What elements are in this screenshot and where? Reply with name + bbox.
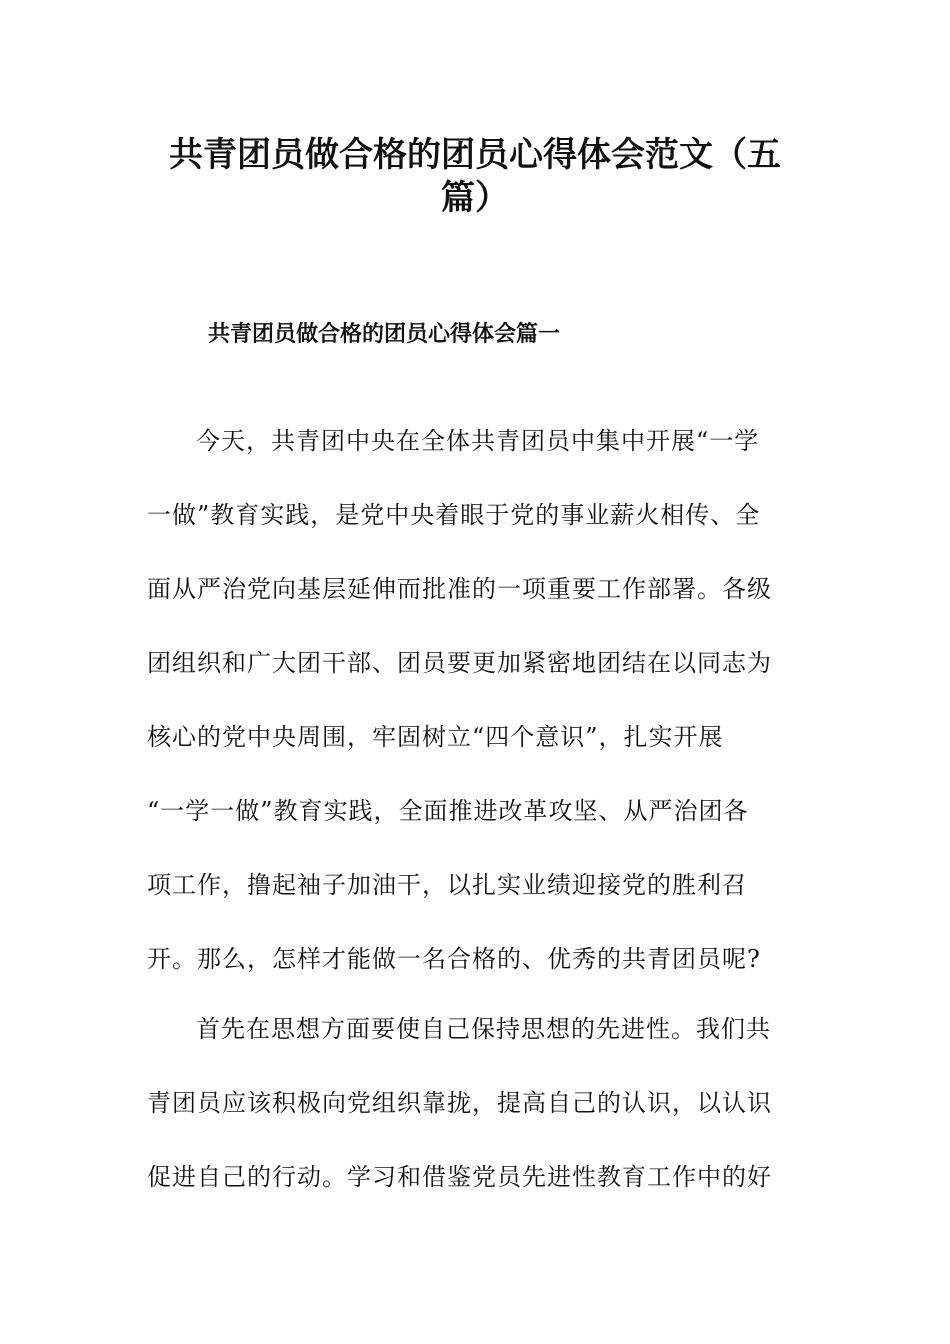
document-title-line-1: 共青团员做合格的团员心得体会范文（五: [169, 135, 781, 175]
body-line: 面从严治党向基层延伸而批准的一项重要工作部署。各级: [147, 575, 772, 603]
body-line: 团组织和广大团干部、团员要更加紧密地团结在以同志为: [147, 649, 772, 677]
body-line: 首先在思想方面要使自己保持思想的先进性。我们共: [196, 1015, 771, 1043]
body-line: 促进自己的行动。学习和借鉴党员先进性教育工作中的好: [147, 1163, 772, 1191]
body-line: 开。那么，怎样才能做一名合格的、优秀的共青团员呢?: [147, 945, 761, 973]
body-line: 今天，共青团中央在全体共青团员中集中开展“一学: [196, 427, 760, 455]
section-heading: 共青团员做合格的团员心得体会篇一: [208, 322, 561, 347]
body-line: “一学一做”教育实践，全面推进改革攻坚、从严治团各: [147, 797, 749, 825]
body-line: 项工作，撸起袖子加油干，以扎实业绩迎接党的胜利召: [147, 871, 747, 899]
document-title-line-2: 篇）: [441, 178, 509, 218]
body-line: 一做”教育实践，是党中央着眼于党的事业薪火相传、全: [147, 501, 761, 529]
body-line: 青团员应该积极向党组织靠拢，提高自己的认识，以认识: [147, 1089, 772, 1117]
body-line: 核心的党中央周围，牢固树立“四个意识”，扎实开展: [147, 723, 724, 751]
